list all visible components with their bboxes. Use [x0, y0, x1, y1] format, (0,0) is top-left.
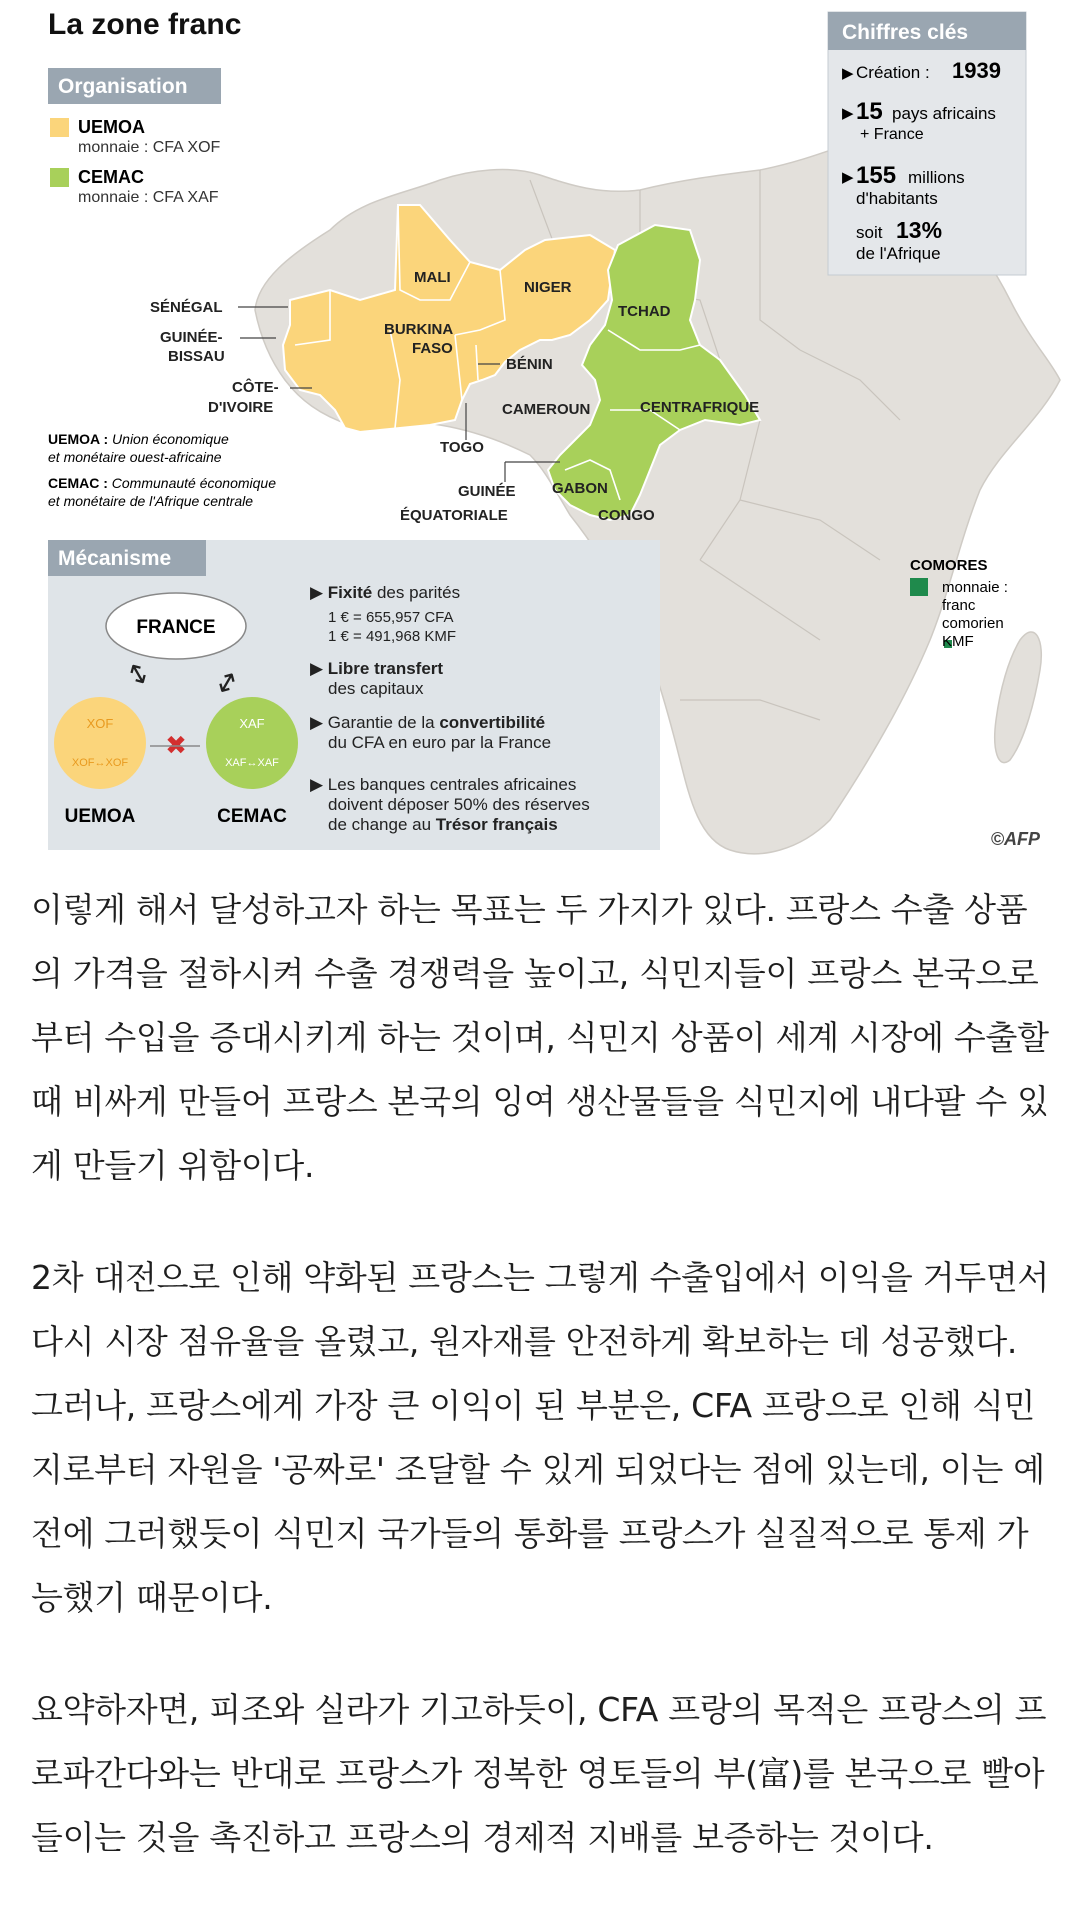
label-guinee-eq-1: GUINÉE: [458, 483, 516, 500]
label-cameroun: CAMEROUN: [502, 401, 591, 418]
comores-line2: franc: [942, 597, 976, 614]
comores-line1: monnaie :: [942, 579, 1008, 596]
svg-text:▶ Les banques centrales africa: ▶ Les banques centrales africaines: [310, 775, 577, 794]
xaf-label: XAF: [239, 716, 265, 731]
chiffres-header: Chiffres clés: [842, 21, 969, 44]
legend-uemoa-currency: monnaie : CFA XOF: [78, 139, 221, 156]
uemoa-swatch: [50, 118, 69, 137]
label-burkina-2: FASO: [412, 340, 453, 357]
label-benin: BÉNIN: [506, 356, 553, 373]
organisation-header: Organisation: [58, 75, 188, 98]
fixite-bold: Fixité: [327, 583, 373, 602]
label-niger: NIGER: [524, 279, 572, 296]
svg-text:▶ Libre transfert: ▶ Libre transfert: [310, 659, 444, 678]
svg-text:▶ Fixité des parités: ▶ Fixité des parités: [310, 583, 461, 602]
svg-text:▶: ▶: [842, 169, 854, 186]
comores-name: COMORES: [910, 557, 988, 574]
garantie-1: Garantie de la: [327, 713, 435, 732]
garantie-2: du CFA en euro par la France: [328, 733, 552, 752]
pays-label: pays africains: [892, 104, 996, 123]
creation-year: 1939: [952, 58, 1001, 83]
label-togo: TOGO: [440, 439, 484, 456]
libre-rest: des capitaux: [328, 679, 424, 698]
mecanisme-cemac: CEMAC: [217, 806, 287, 827]
afrique-label: de l'Afrique: [856, 244, 941, 263]
hab-label2: d'habitants: [856, 189, 938, 208]
rate-1: 1 € = 655,957 CFA: [328, 609, 454, 626]
def-uemoa-1: Union économique: [112, 431, 229, 447]
def-cemac-2: et monétaire de l'Afrique centrale: [48, 493, 254, 509]
pct-value: 13%: [896, 217, 943, 243]
xof-label: XOF: [86, 716, 114, 731]
fixite-rest: des parités: [376, 583, 461, 602]
svg-text:de change au Trésor français: [328, 815, 558, 834]
garantie-bold: convertibilité: [439, 713, 546, 732]
label-guinee-bissau-2: BISSAU: [168, 348, 225, 365]
banques-2: doivent déposer 50% des réserves: [328, 795, 590, 814]
label-gabon: GABON: [552, 480, 608, 497]
article-body: [31, 878, 1051, 1918]
svg-text:↕: ↕: [208, 663, 246, 704]
svg-text:▶: ▶: [842, 65, 854, 82]
svg-text:CEMAC : Communauté économique: [48, 475, 276, 491]
svg-text:▶: ▶: [842, 105, 854, 122]
creation-label: Création :: [856, 63, 930, 82]
label-mali: MALI: [414, 269, 451, 286]
label-tchad: TCHAD: [618, 303, 671, 320]
legend-cemac-currency: monnaie : CFA XAF: [78, 189, 219, 206]
map-title: La zone franc: [48, 8, 242, 41]
label-burkina-1: BURKINA: [384, 321, 454, 338]
label-senegal: SÉNÉGAL: [150, 299, 223, 316]
banques-3: de change au: [328, 815, 432, 834]
libre-bold: Libre transfert: [327, 659, 444, 678]
pays-extra: + France: [860, 126, 924, 143]
mecanisme-header: Mécanisme: [58, 547, 172, 570]
banques-bold: Trésor français: [435, 815, 558, 834]
afp-credit: ©AFP: [990, 829, 1040, 849]
comores-line3: comorien: [942, 615, 1004, 632]
pays-number: 15: [856, 98, 883, 125]
def-cemac-abbr: CEMAC :: [48, 475, 108, 491]
label-cote-ivoire-1: CÔTE-: [232, 379, 279, 396]
svg-text:▶ Garantie de la convertibilit: ▶ Garantie de la convertibilité: [310, 713, 546, 732]
xof-pair: XOF↔XOF: [71, 757, 129, 769]
legend-cemac: CEMAC: [78, 167, 144, 187]
banques-1: Les banques centrales africaines: [327, 775, 577, 794]
legend-uemoa: UEMOA: [78, 117, 145, 137]
label-centrafrique: CENTRAFRIQUE: [640, 399, 760, 416]
article-paragraph-2: 2차 대전으로 인해 약화된 프랑스는 그렇게 수출입에서 이익을 거두면서 다시 시장 점유율을 올렸고, 원자재를 안전하게 확보하는 데 성공했다. 그러나, 프랑스에게 가장 큰 이익이 된 부분은, CFA 프랑으로 인해 식민지로부터 자원을 '공짜로' 조달할 수 있게 되었다는 점에 있는데, 이는 예전에 그러했듯이 식민지 국가들의 통화를 프랑스가 실질적으로 통제 가능했기 때문이다.: [31, 1258, 1049, 1617]
article-paragraph-3: 요약하자면, 피조와 실라가 기고하듯이, CFA 프랑의 목적은 프랑스의 프로파간다와는 반대로 프랑스가 정복한 영토들의 부(富)를 본국으로 빨아들이는 것을 촉진하고 프랑스의 경제적 지배를 보증하는 것이다.: [31, 1690, 1047, 1857]
zone-franc-map: [0, 0, 1080, 860]
cemac-swatch: [50, 168, 69, 187]
comores-line4: KMF: [942, 633, 974, 650]
xaf-pair: XAF↔XAF: [225, 757, 279, 769]
label-guinee-bissau-1: GUINÉE-: [160, 329, 223, 346]
hab-number: 155: [856, 162, 897, 189]
def-uemoa-abbr: UEMOA :: [48, 431, 109, 447]
svg-text:↕: ↕: [120, 654, 157, 695]
rate-2: 1 € = 491,968 KMF: [328, 628, 456, 645]
def-uemoa-2: et monétaire ouest-africaine: [48, 449, 222, 465]
soit-label: soit: [856, 223, 883, 242]
label-guinee-eq-2: ÉQUATORIALE: [400, 507, 508, 524]
svg-text:UEMOA : Union économique: [48, 431, 229, 447]
mecanisme-uemoa: UEMOA: [64, 806, 136, 827]
label-congo: CONGO: [598, 507, 655, 524]
comores-swatch: [910, 578, 928, 596]
svg-text:✖: ✖: [165, 731, 187, 761]
article-paragraph-1: 이렇게 해서 달성하고자 하는 목표는 두 가지가 있다. 프랑스 수출 상품의 가격을 절하시켜 수출 경쟁력을 높이고, 식민지들이 프랑스 본국으로부터 수입을 증대시키게 하는 것이며, 식민지 상품이 세계 시장에 수출할 때 비싸게 만들어 프랑스 본국의 잉여 생산물들을 식민지에 내다팔 수 있게 만들기 위함이다.: [31, 890, 1049, 1185]
france-node: FRANCE: [136, 617, 216, 638]
def-cemac-1: Communauté économique: [111, 475, 276, 491]
hab-label: millions: [908, 168, 965, 187]
label-cote-ivoire-2: D'IVOIRE: [208, 399, 274, 416]
